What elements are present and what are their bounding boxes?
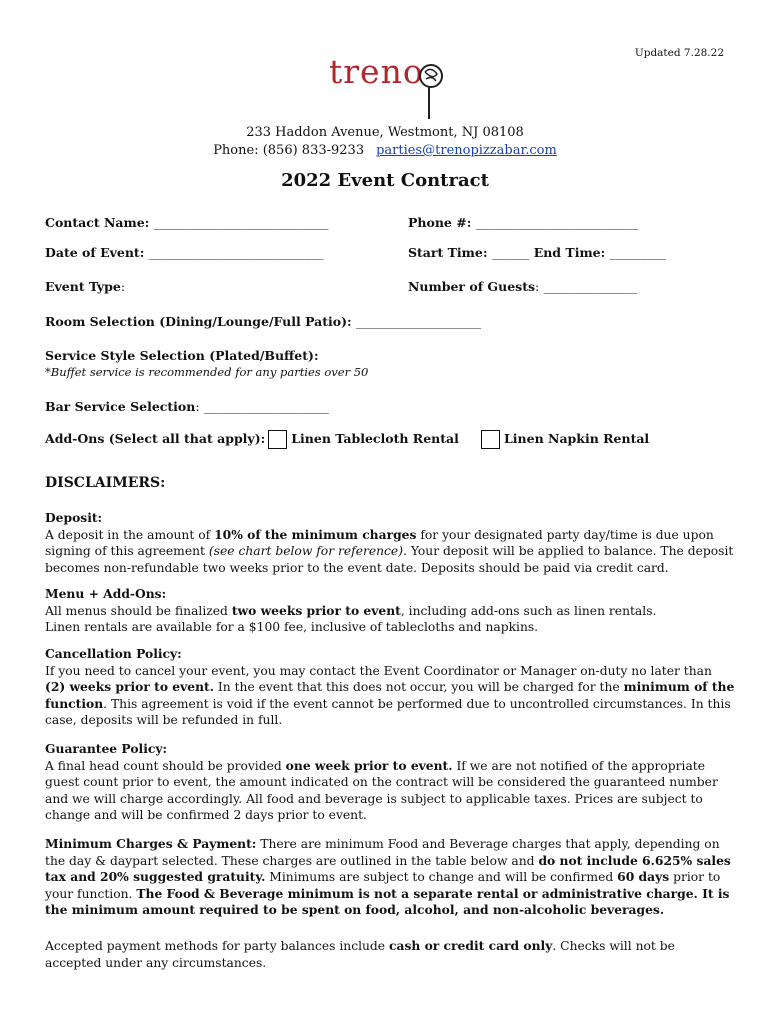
- phone-field[interactable]: [408, 215, 638, 230]
- disclaimers-heading: DISCLAIMERS:: [45, 475, 166, 491]
- date-blank: ____________________________: [148, 245, 324, 260]
- payment-text-2: . Checks will not be accepted under any circumstances.: [45, 939, 675, 970]
- logo-emblem-icon: [325, 56, 455, 122]
- buffet-note: *Buffet service is recommended for any parties over 50: [45, 365, 369, 379]
- minimum-title: Minimum Charges & Payment:: [45, 836, 257, 851]
- room-field[interactable]: [45, 314, 481, 329]
- deposit-text-1: A deposit in the amount of: [45, 527, 215, 542]
- phone-blank: __________________________: [475, 215, 639, 230]
- minimum-text-1: There are minimum Food and Beverage charges that apply, depending on the day & daypart selected. These charges are outlined in the table below and: [45, 837, 720, 868]
- start-blank: ______: [491, 245, 530, 260]
- minimum-text-3: prior to your function.: [45, 870, 721, 901]
- menu-section: [45, 586, 735, 636]
- contact-name-label: Contact Name:: [45, 215, 150, 230]
- guests-colon: :: [535, 279, 540, 294]
- bar-colon: :: [195, 399, 200, 414]
- guests-field[interactable]: [408, 279, 637, 294]
- event-type-field[interactable]: [45, 279, 125, 294]
- menu-linen-text: Linen rentals are available for a $100 fee, inclusive of tablecloths and napkins.: [45, 620, 539, 634]
- address: 233 Haddon Avenue, Westmont, NJ 08108: [246, 125, 524, 140]
- guests-blank: _______________: [543, 279, 638, 294]
- tablecloth-label: Linen Tablecloth Rental: [291, 431, 459, 446]
- deposit-bold-1: 10% of the minimum charges: [214, 526, 417, 542]
- deposit-text-2: for your designated party day/time is due upon signing of this agreement: [45, 527, 714, 558]
- contact-name-blank: ____________________________: [153, 215, 329, 230]
- guarantee-title: Guarantee Policy:: [45, 741, 168, 756]
- guarantee-bold: one week prior to event.: [285, 757, 453, 773]
- minimum-bold-2: 60 days: [617, 869, 670, 884]
- menu-title: Menu + Add-Ons:: [45, 586, 167, 601]
- logo-wordmark: treno: [329, 52, 424, 91]
- treno-logo: [325, 52, 455, 122]
- minimum-text-2: Minimums are subject to change and will be confirmed: [265, 870, 618, 884]
- cancel-text: [45, 663, 735, 729]
- napkin-label: Linen Napkin Rental: [504, 431, 650, 446]
- start-label: Start Time:: [408, 245, 488, 260]
- cancellation-section: [45, 646, 735, 729]
- time-field[interactable]: [408, 245, 666, 260]
- phone-label: Phone #:: [408, 215, 472, 230]
- contact-line: [0, 143, 770, 158]
- date-field[interactable]: [45, 245, 324, 260]
- service-label: Service Style Selection (Plated/Buffet):: [45, 348, 319, 363]
- cancel-text-3: . This agreement is void if the event cannot be performed due to uncontrolled circumstances. In this case, deposits will be refunded in full.: [45, 696, 731, 727]
- room-blank: ____________________: [356, 314, 482, 329]
- cancel-bold-2: minimum of the function: [45, 679, 735, 711]
- page-title: 2022 Event Contract: [281, 170, 489, 191]
- phone-number: Phone: (856) 833-9233: [213, 143, 365, 158]
- menu-text-1: All menus should be finalized: [45, 603, 232, 618]
- email-link[interactable]: parties@trenopizzabar.com: [376, 143, 557, 158]
- cancel-bold-1: (2) weeks prior to event.: [45, 679, 214, 694]
- room-label: Room Selection (Dining/Lounge/Full Patio):: [45, 314, 352, 329]
- end-label: End Time:: [533, 245, 606, 260]
- cancel-text-2: In the event that this does not occur, you will be charged for the: [214, 680, 624, 694]
- cancel-text-1: If you need to cancel your event, you may contact the Event Coordinator or Manager on-duty no later than: [45, 663, 712, 678]
- updated-date: Updated 7.28.22: [634, 47, 724, 59]
- cancel-title: Cancellation Policy:: [45, 646, 182, 661]
- event-type-label: Event Type: [45, 279, 121, 294]
- contact-name-field[interactable]: [45, 215, 329, 230]
- payment-text-1: Accepted payment methods for party balances include: [45, 939, 389, 953]
- deposit-text: [45, 527, 735, 577]
- end-blank: _________: [609, 245, 666, 260]
- deposit-text-3: . Your deposit will be applied to balance. The deposit becomes non-refundable two weeks prior to the event date. Deposits should be paid via credit card.: [45, 544, 734, 575]
- deposit-section: [45, 510, 735, 576]
- bar-field[interactable]: [45, 399, 329, 414]
- guarantee-text-2: If we are not notified of the appropriate guest count prior to event, the amount indicated on the contract will be considered the guaranteed number and we will charge accordingly. All food and beverage is subject to applicable taxes. Prices are subject to change and will be confirmed 2 days prior to event.: [45, 758, 718, 822]
- bar-label: Bar Service Selection: [45, 399, 196, 414]
- addons-label: Add-Ons (Select all that apply):: [45, 431, 266, 446]
- menu-bold: two weeks prior to event: [231, 602, 401, 618]
- minimum-bold-1: do not include 6.625% sales tax and 20% suggested gratuity.: [45, 852, 731, 884]
- minimum-section: [45, 836, 735, 919]
- date-label: Date of Event:: [45, 245, 145, 260]
- guests-label: Number of Guests: [408, 279, 536, 294]
- deposit-italic: (see chart below for reference): [208, 544, 404, 558]
- menu-text-2: , including add-ons such as linen rentals.: [400, 603, 657, 618]
- deposit-title: Deposit:: [45, 510, 103, 525]
- guarantee-section: [45, 741, 735, 824]
- napkin-checkbox[interactable]: [481, 430, 500, 449]
- payment-section: [45, 938, 735, 971]
- payment-bold: cash or credit card only: [389, 938, 553, 953]
- napkin-option: [478, 430, 649, 449]
- tablecloth-checkbox[interactable]: [268, 430, 287, 449]
- minimum-bold-3: The Food & Beverage minimum is not a separate rental or administrative charge. It is the minimum amount required to be spent on food, alcohol, and non-alcoholic beverages.: [45, 885, 730, 917]
- addons-row: [45, 430, 459, 449]
- event-type-colon: :: [120, 279, 126, 294]
- bar-blank: ____________________: [203, 399, 329, 414]
- menu-text: [45, 603, 735, 620]
- guarantee-text: [45, 758, 735, 824]
- minimum-text: [45, 836, 735, 919]
- service-field[interactable]: [45, 348, 319, 363]
- payment-text: [45, 938, 735, 971]
- guarantee-text-1: A final head count should be provided: [45, 758, 286, 773]
